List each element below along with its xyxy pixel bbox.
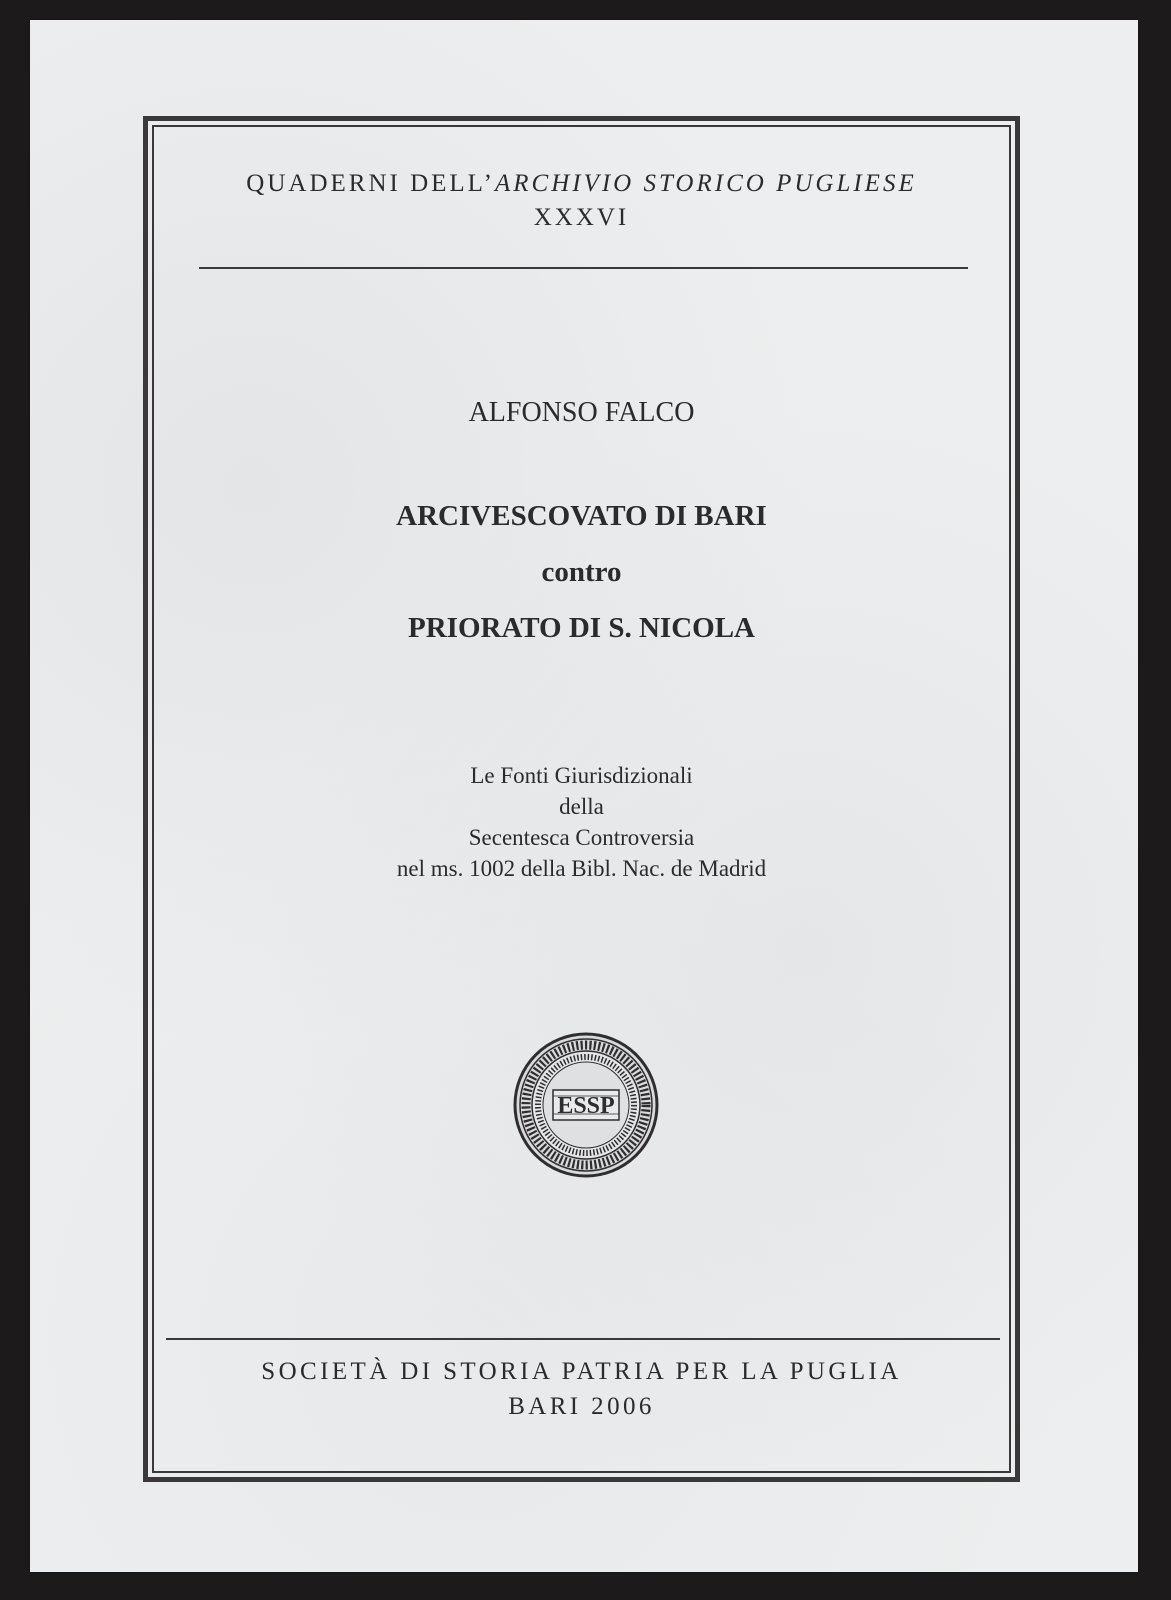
title-line-3: PRIORATO DI S. NICOLA xyxy=(408,612,755,644)
subtitle xyxy=(152,760,1011,884)
series-number: XXXVI xyxy=(533,204,630,231)
subtitle-line-4: nel ms. 1002 della Bibl. Nac. de Madrid xyxy=(396,856,767,881)
place-year: BARI 2006 xyxy=(508,1393,655,1420)
subtitle-line-1: Le Fonti Giurisdizionali xyxy=(470,763,693,788)
society-seal-icon xyxy=(511,1030,661,1180)
bottom-divider xyxy=(166,1338,1000,1340)
series-title xyxy=(152,170,1011,198)
series-prefix: QUADERNI DELL’ xyxy=(246,170,495,197)
publisher: SOCIETÀ DI STORIA PATRIA PER LA PUGLIA xyxy=(261,1358,902,1385)
subtitle-line-3: Secentesca Controversia xyxy=(468,825,695,850)
series-name: ARCHIVIO STORICO PUGLIESE xyxy=(494,170,917,197)
svg-text:ESSP: ESSP xyxy=(557,1093,615,1119)
title-line-2: contro xyxy=(541,556,622,588)
top-divider xyxy=(199,267,968,269)
author-name: ALFONSO FALCO xyxy=(468,397,695,428)
title-line-1: ARCIVESCOVATO DI BARI xyxy=(396,500,767,532)
subtitle-line-2: della xyxy=(559,794,604,819)
